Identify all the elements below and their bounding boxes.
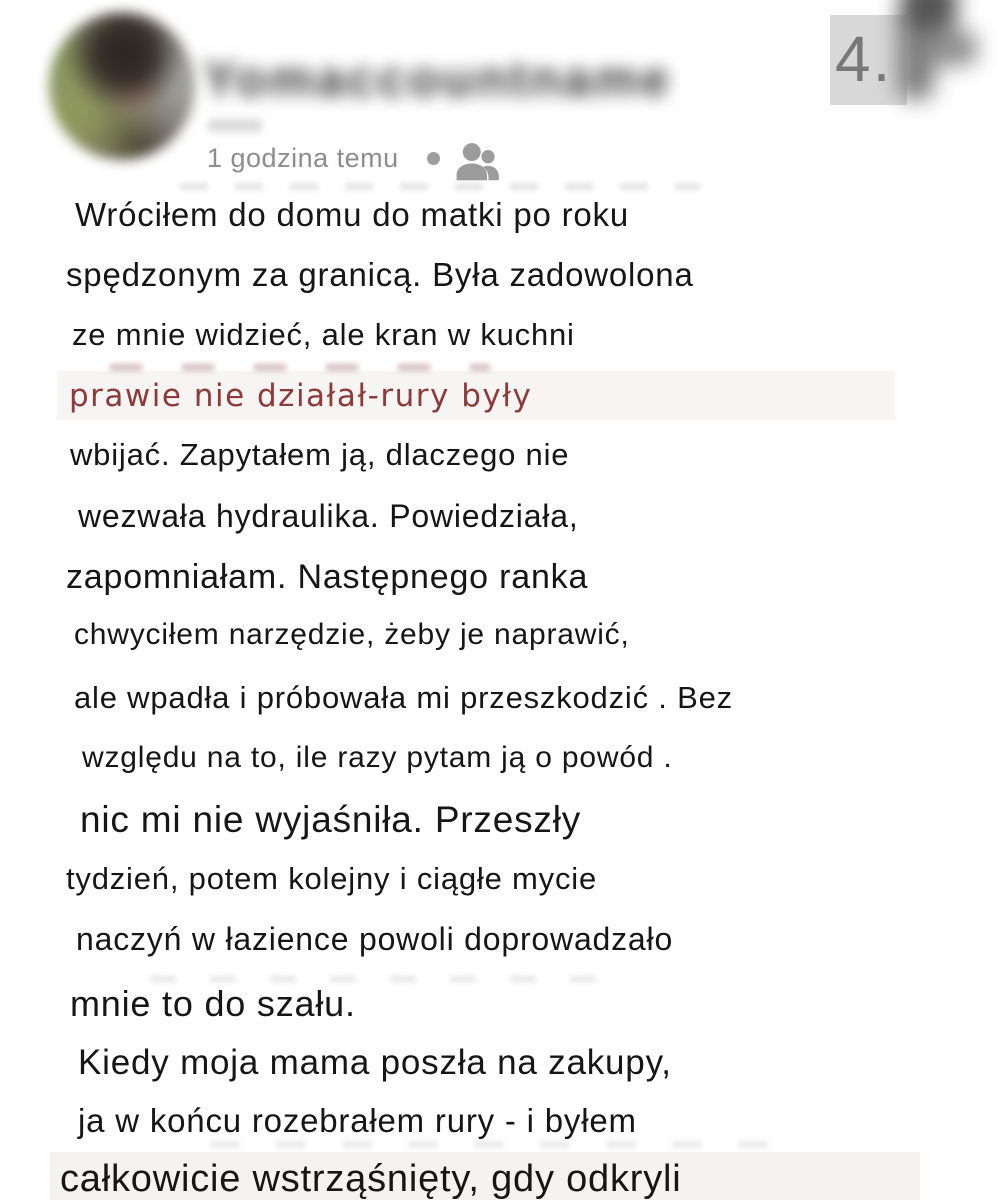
post-line: wbijać. Zapytałem ją, dlaczego nie bbox=[70, 437, 570, 472]
post-line: spędzonym za granicą. Była zadowolona bbox=[66, 256, 694, 293]
post-line: naczyń w łazience powoli doprowadzało bbox=[76, 921, 674, 957]
post-line-highlight-cutoff: całkowicie wstrząśnięty, gdy odkryli bbox=[50, 1152, 920, 1200]
group-people-icon bbox=[452, 139, 502, 186]
avatar[interactable] bbox=[49, 12, 195, 160]
ghost-artifact bbox=[110, 364, 490, 371]
post-line: wezwała hydraulika. Powiedziała, bbox=[78, 498, 579, 534]
post-line: tydzień, potem kolejny i ciągłe mycie bbox=[66, 861, 597, 896]
ghost-artifact bbox=[150, 976, 610, 982]
dot-icon bbox=[427, 152, 440, 165]
post-line: ze mnie widzieć, ale kran w kuchni bbox=[72, 317, 575, 352]
post-line: Kiedy moja mama poszła na zakupy, bbox=[78, 1043, 672, 1082]
post-line: mnie to do szału. bbox=[70, 983, 356, 1024]
rank-badge bbox=[830, 15, 907, 105]
username-blurred[interactable]: Yomaccountname bbox=[203, 51, 672, 107]
ghost-artifact bbox=[180, 183, 700, 190]
ghost-artifact bbox=[208, 119, 262, 132]
post-line: chwyciłem narzędzie, żeby je naprawić, bbox=[74, 618, 630, 651]
rank-badge-number: 4. bbox=[835, 23, 893, 95]
post-line: względu na to, ile razy pytam ją o powód . bbox=[82, 741, 673, 774]
post-line: ale wpadła i próbowała mi przeszkodzić . Bez bbox=[74, 680, 733, 715]
post-line-red-highlight: prawie nie działał-rury były bbox=[57, 371, 895, 420]
post-line: ja w końcu rozebrałem rury - i byłem bbox=[78, 1102, 637, 1139]
post-timestamp: 1 godzina temu bbox=[207, 143, 399, 173]
post-line: Wróciłem do domu do matki po roku bbox=[75, 196, 630, 233]
post-line: nic mi nie wyjaśniła. Przeszły bbox=[80, 799, 582, 840]
ghost-artifact bbox=[210, 1141, 770, 1148]
post-line: zapomniałam. Następnego ranka bbox=[66, 558, 589, 596]
